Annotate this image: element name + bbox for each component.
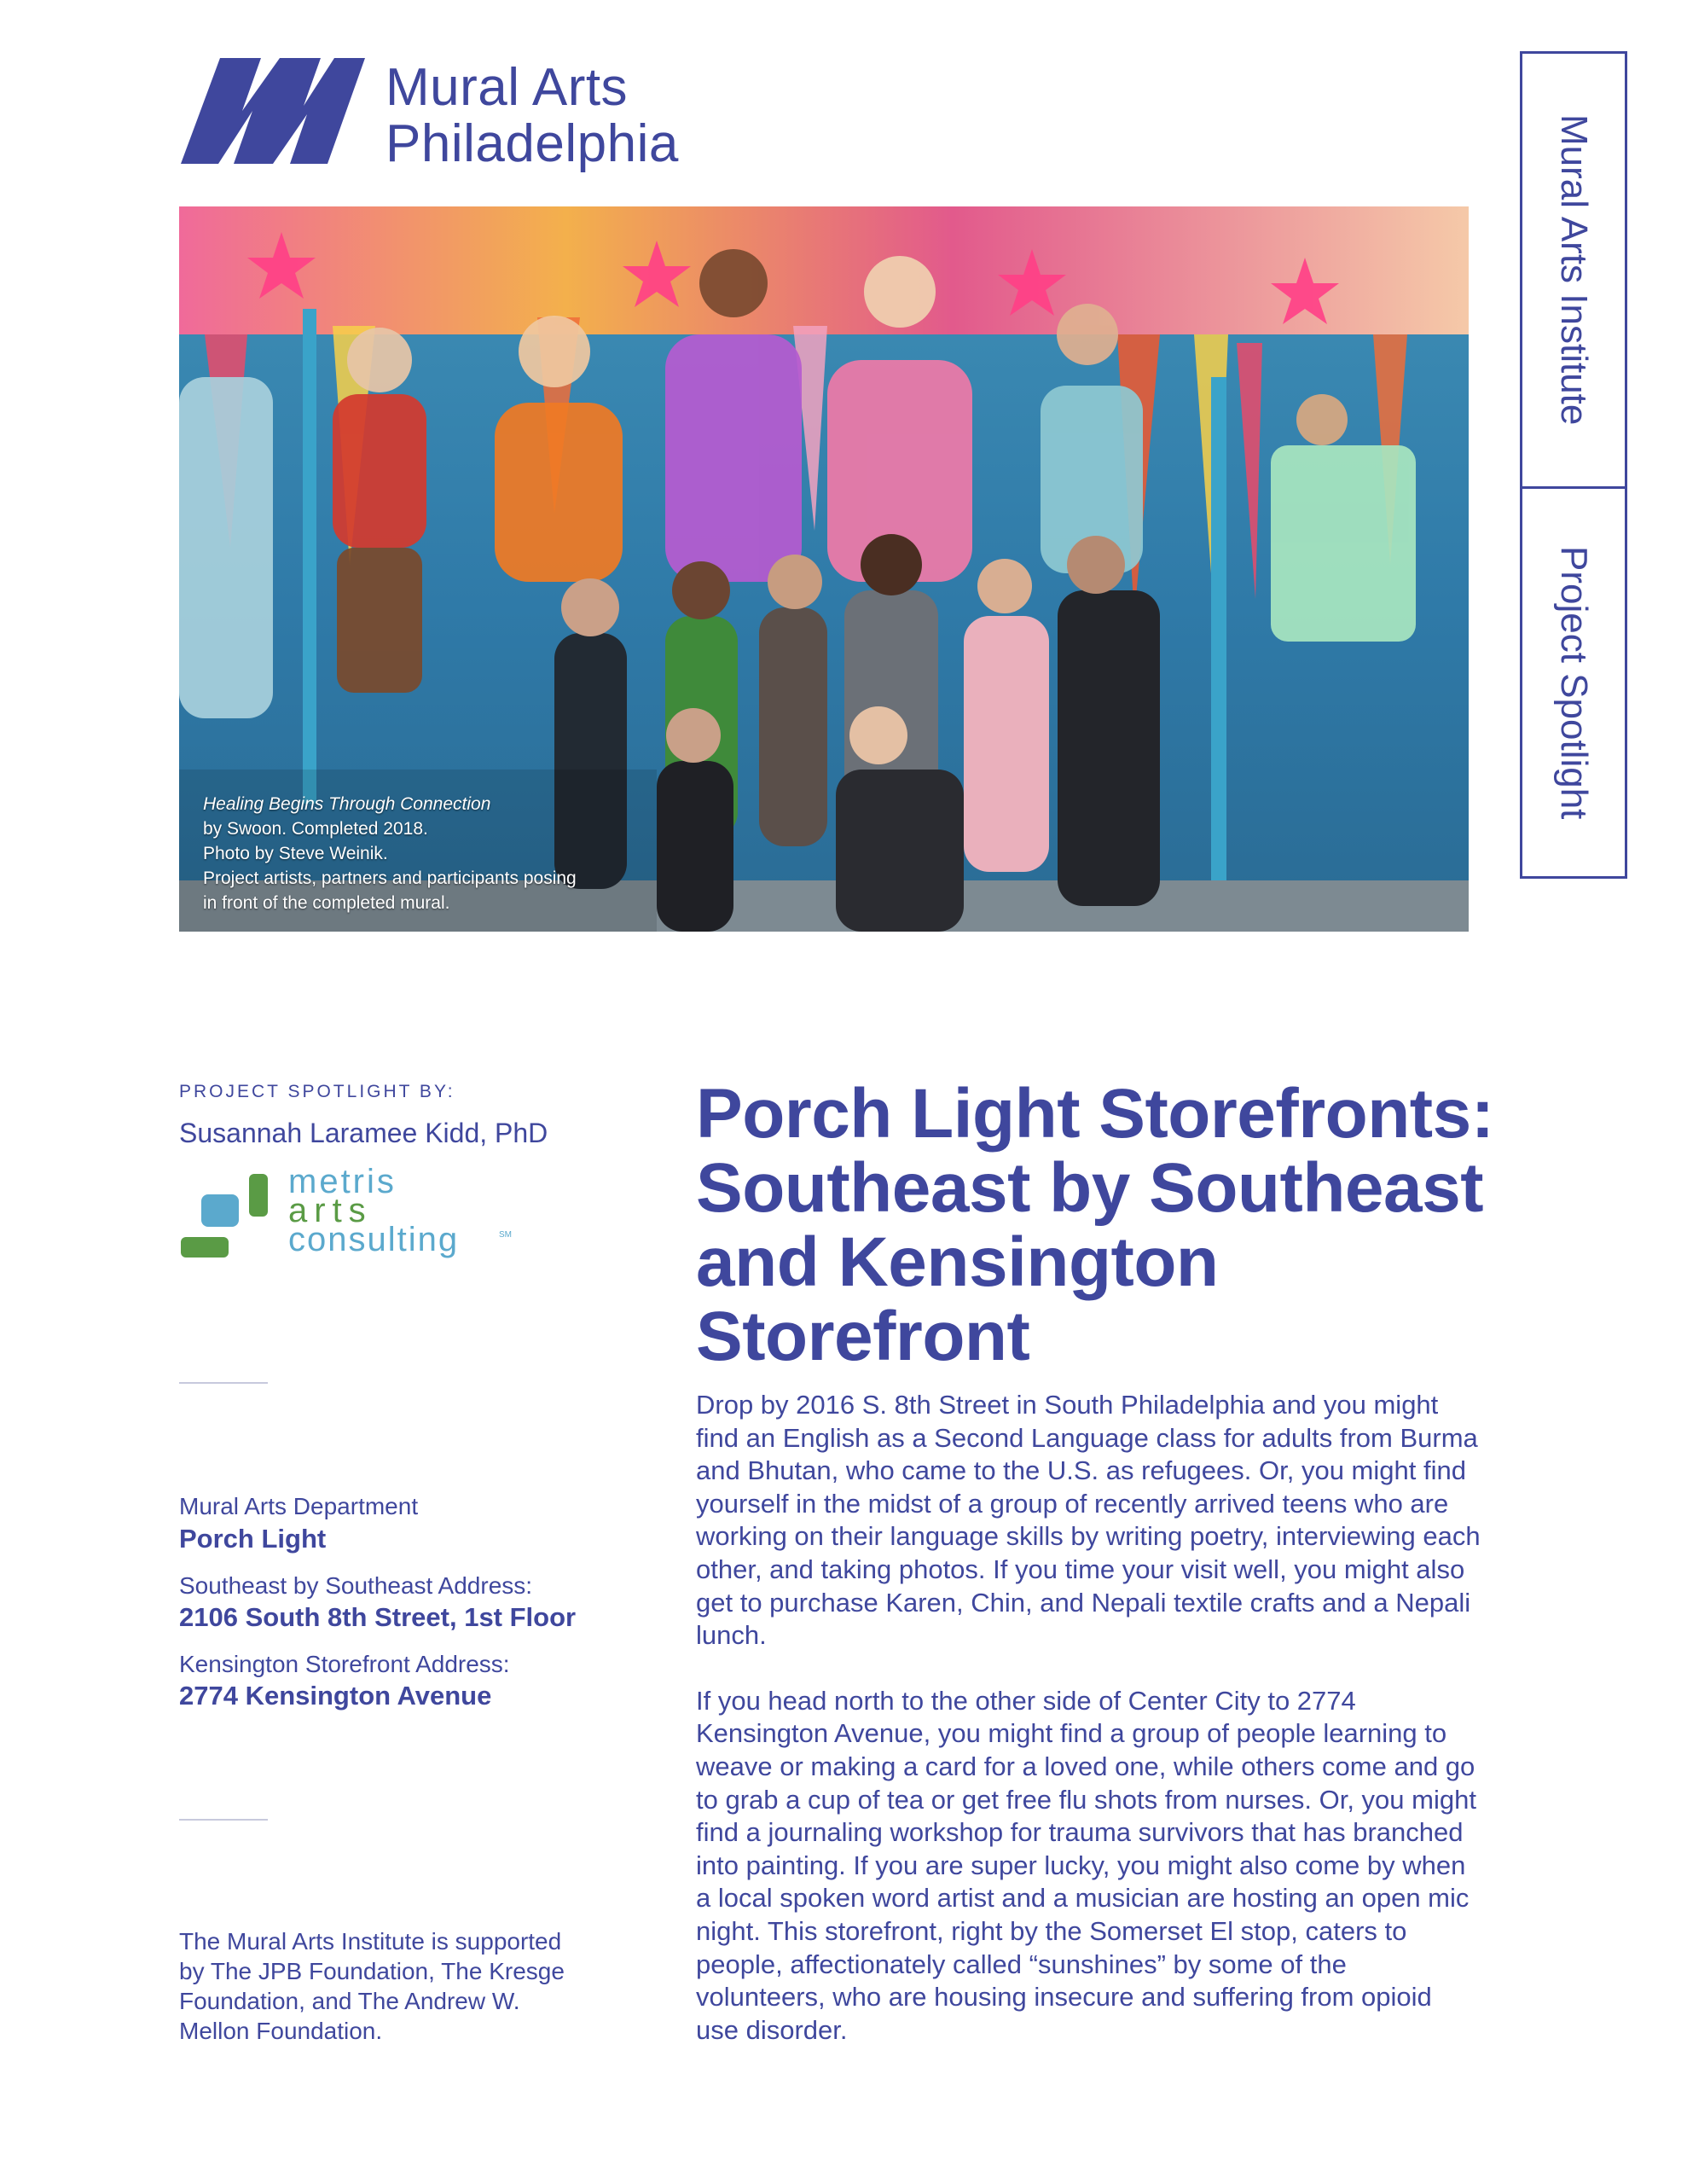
side-tab-institute-label: Mural Arts Institute [1553,114,1595,426]
side-tab-spotlight [1522,489,1625,876]
metris-service-mark: SM [499,1230,512,1240]
metris-line3: consulting [288,1221,460,1258]
department-label: Mural Arts Department [179,1493,419,1519]
org-name-line2: Philadelphia [386,114,679,173]
support-text: The Mural Arts Institute is supported by The JPB Foundation, The Kresge Foundation, and The Andrew W. Mellon Foundation. [179,1928,565,2044]
spotlight-label: PROJECT SPOTLIGHT BY: [179,1082,455,1101]
article-paragraph: Drop by 2016 S. 8th Street in South Philadelphia and you might find an English as a Second Language class for adults from Burma and Bhutan, who came to the U.S. as refugees. Or, you might find yourself in the midst of a group of recently arrived teens who are working on their language skills by writing poetry, interviewing each other, and taking photos. If you time your visit well, you might also get to purchase Karen, Chin, and Nepali textile crafts and a Nepali lunch. [696,1390,1481,1651]
photo-caption [203,792,577,915]
metris-line1: metris [288,1163,397,1200]
mural-arts-logo-icon [179,51,367,171]
sbs-address-value: 2106 South 8th Street, 1st Floor [179,1602,577,1632]
metris-logo-text [288,1163,460,1258]
caption-line: Photo by Steve Weinik. [203,844,388,863]
org-name [386,60,679,172]
org-name-line1: Mural Arts [386,58,629,117]
metris-logo [179,1163,520,1269]
spotlight-author: Susannah Laramee Kidd, PhD [179,1118,548,1148]
article-title: Porch Light Storefronts: Southeast by Southeast and Kensington Storefront [696,1075,1494,1375]
article-body [696,1389,1481,2079]
caption-line: in front of the completed mural. [203,893,450,913]
side-tab-spotlight-label: Project Spotlight [1553,545,1595,820]
kensington-address-label: Kensington Storefront Address: [179,1651,510,1677]
caption-title: Healing Begins Through Connection [203,794,491,814]
metris-line2: arts [288,1192,373,1229]
sbs-address-label: Southeast by Southeast Address: [179,1572,533,1599]
department-value: Porch Light [179,1524,327,1554]
divider [179,1819,268,1821]
article-paragraph: If you head north to the other side of Center City to 2774 Kensington Avenue, you might find a group of people learning to weave or making a card for a loved one, while others come and go to grab a cup of tea or get free flu shots from nurses. Or, you might find a journaling workshop for trauma survivors that has branched into painting. If you are super lucky, you might also come by when a local spoken word artist and a musician are hosting an open mic night. This storefront, right by the Somerset El stop, caters to people, affectionately called “sunshines” by some of the volunteers, who are housing insecure and suffering from opioid use disorder. [696,1685,1476,2045]
kensington-address-value: 2774 Kensington Avenue [179,1681,492,1711]
caption-line: Project artists, partners and participants posing [203,868,577,888]
side-tab-institute [1522,54,1625,486]
caption-line: by Swoon. Completed 2018. [203,819,428,839]
side-tab [1520,51,1627,879]
divider [179,1382,268,1384]
